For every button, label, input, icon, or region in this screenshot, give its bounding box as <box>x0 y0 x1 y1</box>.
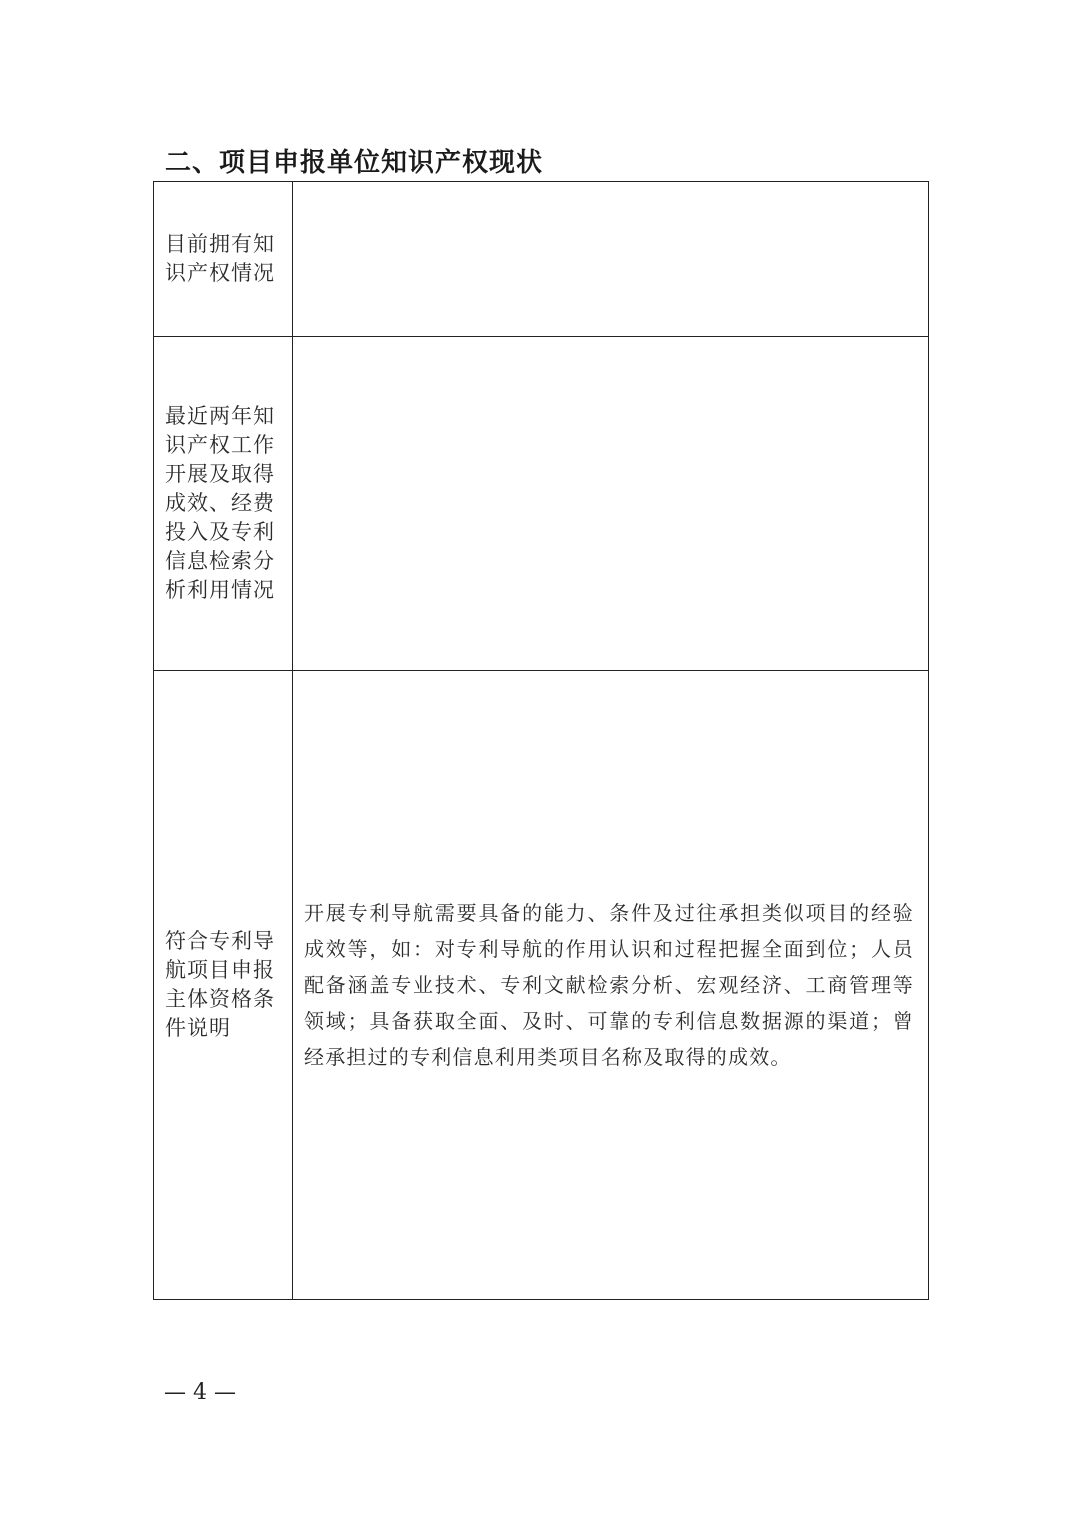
row-label-cell <box>154 337 293 671</box>
ip-status-table <box>153 181 929 1300</box>
row-content-cell[interactable] <box>293 337 929 671</box>
page-number: — 4 — <box>164 1380 236 1405</box>
table-row <box>154 337 929 671</box>
row-label: 最近两年知识产权工作开展及取得成效、经费投入及专利信息检索分析利用情况 <box>165 404 275 602</box>
row-label-cell <box>154 182 293 337</box>
row-content-cell[interactable] <box>293 671 929 1300</box>
row-label: 目前拥有知识产权情况 <box>165 232 275 285</box>
table-row <box>154 182 929 337</box>
row-label: 符合专利导航项目申报主体资格条件说明 <box>165 929 275 1040</box>
row-label-cell <box>154 671 293 1300</box>
row-content: 开展专利导航需要具备的能力、条件及过往承担类似项目的经验成效等，如：对专利导航的作用认识和过程把握全面到位；人员配备涵盖专业技术、专利文献检索分析、宏观经济、工商管理等领域；具备获取全面、及时、可靠的专利信息数据源的渠道；曾经承担过的专利信息利用类项目名称及取得的成效。 <box>304 901 914 1069</box>
table-row <box>154 671 929 1300</box>
section-title: 二、项目申报单位知识产权现状 <box>165 148 544 178</box>
row-content-cell[interactable] <box>293 182 929 337</box>
